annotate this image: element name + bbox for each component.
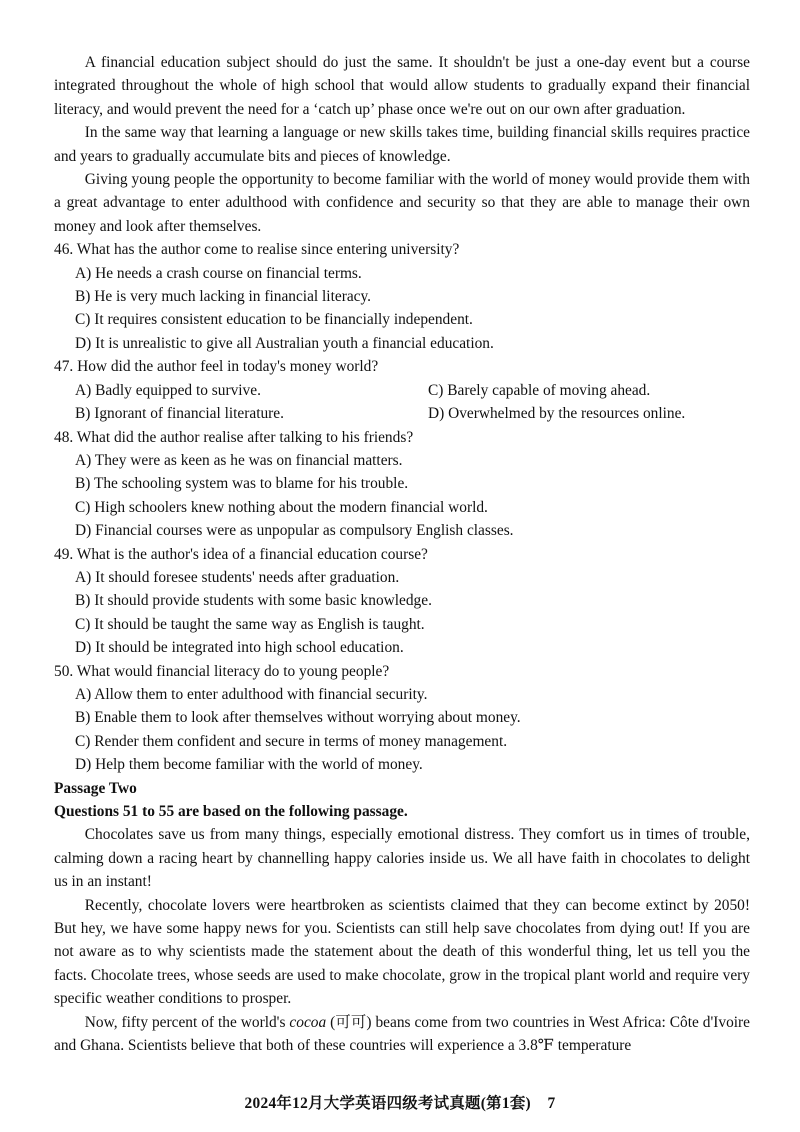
option-b: B) Ignorant of financial literature. bbox=[75, 405, 284, 423]
question-stem: 48. What did the author realise after talking to his friends? bbox=[54, 428, 414, 446]
option-a: A) Badly equipped to survive. bbox=[75, 381, 261, 399]
passage-paragraph: Giving young people the opportunity to become familiar with the world of money would provide them with a great advantage to enter adulthood with confidence and security so that they are able to manage their own money and look after themselves. bbox=[54, 171, 750, 235]
question-49 bbox=[54, 543, 750, 660]
question-46 bbox=[54, 238, 750, 355]
italic-term: cocoa bbox=[289, 1013, 327, 1031]
question-47 bbox=[54, 355, 750, 425]
passage-title: Passage Two bbox=[54, 779, 137, 797]
text-segment: (可可) beans come from two countries in West Africa: Côte d'Ivoire and Ghana. Scientists believe that both of these countries will experience a 3.8℉ temperature bbox=[54, 1013, 750, 1055]
options-grid bbox=[75, 379, 750, 426]
passage-paragraph: Recently, chocolate lovers were heartbroken as scientists claimed that they can become extinct by 2050! But hey, we have some happy news for you. Scientists can still help save chocolates from dying out! If you are not aware as to why scientists made the statement about the death of this wonderful thing, let us tell you the facts. Chocolate trees, whose seeds are used to make chocolate, grow in the tropical plant world and require very specific weather conditions to prosper. bbox=[54, 896, 750, 1008]
option-c: C) Render them confident and secure in terms of money management. bbox=[75, 732, 508, 750]
question-stem: 46. What has the author come to realise since entering university? bbox=[54, 241, 460, 259]
option-a: A) He needs a crash course on financial terms. bbox=[75, 264, 362, 282]
option-d: D) Financial courses were as unpopular as compulsory English classes. bbox=[75, 522, 514, 540]
question-48 bbox=[54, 426, 750, 543]
question-50 bbox=[54, 660, 750, 777]
option-d: D) Overwhelmed by the resources online. bbox=[428, 405, 686, 423]
option-a: A) They were as keen as he was on financial matters. bbox=[75, 451, 403, 469]
option-a: A) It should foresee students' needs after graduation. bbox=[75, 568, 400, 586]
question-stem: 49. What is the author's idea of a financial education course? bbox=[54, 545, 428, 563]
passage-instruction: Questions 51 to 55 are based on the following passage. bbox=[54, 803, 408, 820]
option-c: C) Barely capable of moving ahead. bbox=[428, 381, 651, 399]
question-stem: 47. How did the author feel in today's money world? bbox=[54, 358, 379, 376]
passage-paragraph: A financial education subject should do just the same. It shouldn't be just a one-day event but a course integrated throughout the whole of high school that would allow students to gradually expand their financial literacy, and would prevent the need for a ‘catch up’ phase once we're out on our own after graduation. bbox=[54, 54, 750, 118]
option-c: C) It requires consistent education to be financially independent. bbox=[75, 311, 473, 329]
option-d: D) It is unrealistic to give all Australian youth a financial education. bbox=[75, 334, 494, 352]
page-footer: 2024年12月大学英语四级考试真题(第1套) 7 bbox=[244, 1095, 556, 1112]
passage-paragraph: In the same way that learning a language or new skills takes time, building financial skills requires practice and years to gradually accumulate bits and pieces of knowledge. bbox=[54, 124, 750, 165]
option-b: B) It should provide students with some basic knowledge. bbox=[75, 592, 432, 610]
text-segment: Now, fifty percent of the world's bbox=[84, 1013, 290, 1031]
option-d: D) It should be integrated into high school education. bbox=[75, 639, 404, 657]
option-b: B) He is very much lacking in financial literacy. bbox=[75, 288, 372, 306]
option-c: C) High schoolers knew nothing about the modern financial world. bbox=[75, 498, 488, 516]
option-b: B) The schooling system was to blame for his trouble. bbox=[75, 475, 409, 493]
option-a: A) Allow them to enter adulthood with financial security. bbox=[75, 685, 428, 703]
passage-paragraph: Chocolates save us from many things, especially emotional distress. They comfort us in times of trouble, calming down a racing heart by channelling happy calories inside us. We all have faith in chocolates to delight us in an instant! bbox=[54, 826, 750, 891]
passage-paragraph bbox=[54, 1011, 750, 1058]
option-c: C) It should be taught the same way as English is taught. bbox=[75, 615, 425, 633]
option-d: D) Help them become familiar with the world of money. bbox=[75, 756, 423, 774]
question-stem: 50. What would financial literacy do to young people? bbox=[54, 662, 390, 680]
option-b: B) Enable them to look after themselves without worrying about money. bbox=[75, 709, 521, 727]
